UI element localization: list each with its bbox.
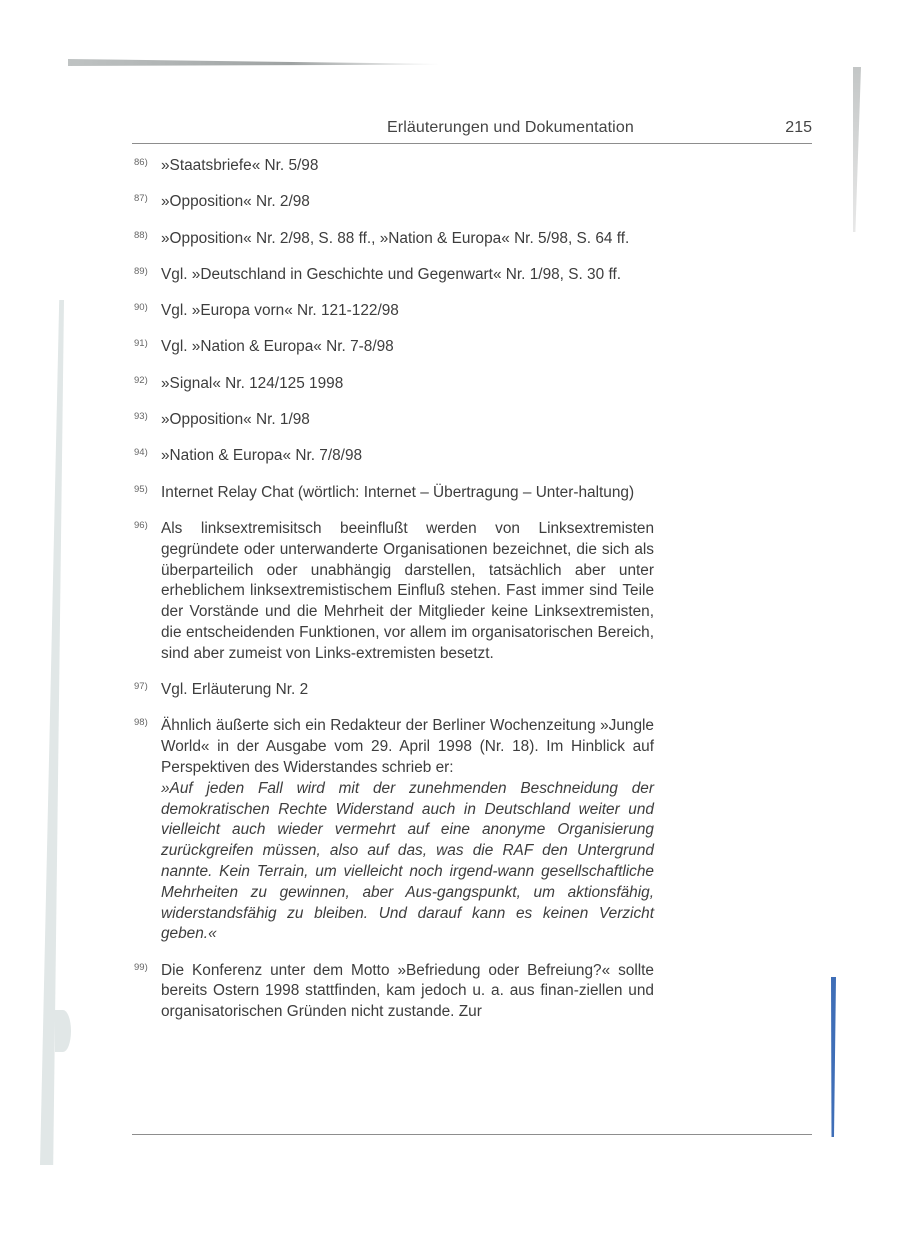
endnote-89 xyxy=(134,265,631,286)
scan-edge-right-blue xyxy=(831,977,836,1137)
endnote-text: »Opposition« Nr. 2/98 xyxy=(161,193,310,211)
endnote-quote: »Auf jeden Fall wird mit der zunehmenden Beschneidung der demokratischen Rechte Widerstand auch in Deutschland weiter und vielleicht auch wieder vermehrt auf eine anonyme Organisierung zurückgreifen müssen, also auf das, was die RAF den Untergrund nannte. Kein Terrain, um vielleicht noch irgend-wann gesellschaftliche Mehrheiten zu gewinnen, aber Aus-gangspunkt, um aktionsfähig, widerstandsfähig zu bleiben. Und darauf kann es keinen Verzicht geben.« xyxy=(161,779,654,943)
endnote-number: 94) xyxy=(134,447,148,459)
endnote-text: »Opposition« Nr. 2/98, S. 88 ff., »Nation & Europa« Nr. 5/98, S. 64 ff. xyxy=(161,229,630,247)
endnote-text: Vgl. »Europa vorn« Nr. 121-122/98 xyxy=(161,302,399,320)
endnote-86 xyxy=(134,156,654,177)
endnote-text: »Nation & Europa« Nr. 7/8/98 xyxy=(161,447,363,465)
endnote-number: 87) xyxy=(134,193,148,205)
endnotes-list xyxy=(134,156,654,1039)
endnote-number: 92) xyxy=(134,374,148,386)
endnote-text: Ähnlich äußerte sich ein Redakteur der Berliner Wochenzeitung »Jungle World« in der Ausgabe vom 29. April 1998 (Nr. 18). Im Hinblick auf Perspektiven des Widerstandes schrieb er: xyxy=(161,717,654,776)
endnote-98 xyxy=(134,716,654,945)
endnote-text: Die Konferenz unter dem Motto »Befriedung oder Befreiung?« sollte bereits Ostern 1998 stattfinden, kam jedoch u. a. aus finan-ziellen und organisatorischen Gründen nicht zustande. Zur xyxy=(161,961,654,1021)
endnote-text: »Opposition« Nr. 1/98 xyxy=(161,411,310,429)
endnote-number: 97) xyxy=(134,681,148,693)
endnote-number: 91) xyxy=(134,338,148,350)
endnote-text: »Signal« Nr. 124/125 1998 xyxy=(161,374,344,392)
endnote-93 xyxy=(134,410,654,431)
endnote-text: Vgl. »Deutschland in Geschichte und Gegenwart« Nr. 1/98, S. 30 ff. xyxy=(161,265,621,283)
endnote-text: »Staatsbriefe« Nr. 5/98 xyxy=(161,157,319,174)
endnote-number: 99) xyxy=(134,961,148,973)
endnote-number: 95) xyxy=(134,483,148,495)
endnote-number: 88) xyxy=(134,229,148,241)
endnote-number: 89) xyxy=(134,265,148,277)
endnote-text: Vgl. Erläuterung Nr. 2 xyxy=(161,681,309,699)
running-title: Erläuterungen und Dokumentation xyxy=(387,119,634,136)
endnote-94 xyxy=(134,446,654,467)
endnote-95 xyxy=(134,483,654,504)
header-rule xyxy=(132,143,812,144)
endnote-number: 90) xyxy=(134,302,148,314)
footer-rule xyxy=(132,1134,812,1135)
scan-edge-top xyxy=(68,59,440,66)
endnote-text: Als linksextremisitsch beeinflußt werden von Linksextremisten gegründete oder unterwanderte Organisationen bezeichnet, die sich als überparteilich oder unabhängig darstellen, tatsächlich aber unter erheblichem linksextremistischem Einfluß stehen. Fast immer sind Teile der Vorstände und die Mehrheit der Mitglieder keine Linksextremisten, die entscheidenden Funktionen, vor allem im organisatorischen Bereich, sind aber zumeist von Links-extremisten besetzt. xyxy=(161,519,654,662)
endnote-text: Internet Relay Chat (wörtlich: Internet – Übertragung – Unter-haltung) xyxy=(161,483,635,501)
endnote-96 xyxy=(134,519,654,665)
endnote-91 xyxy=(134,337,654,358)
endnote-text: Vgl. »Nation & Europa« Nr. 7-8/98 xyxy=(161,338,394,356)
endnote-88 xyxy=(134,229,641,250)
page-number: 215 xyxy=(785,119,812,136)
endnote-87 xyxy=(134,192,654,213)
scan-edge-right-gray xyxy=(853,67,861,232)
endnote-number: 96) xyxy=(134,519,148,531)
endnote-99 xyxy=(134,961,654,1023)
endnote-number: 98) xyxy=(134,717,148,729)
endnote-number: 86) xyxy=(134,157,148,168)
endnote-92 xyxy=(134,374,654,395)
endnote-90 xyxy=(134,301,654,322)
scan-edge-left-bulge xyxy=(55,1010,71,1052)
endnote-97 xyxy=(134,680,654,701)
endnote-number: 93) xyxy=(134,411,148,423)
